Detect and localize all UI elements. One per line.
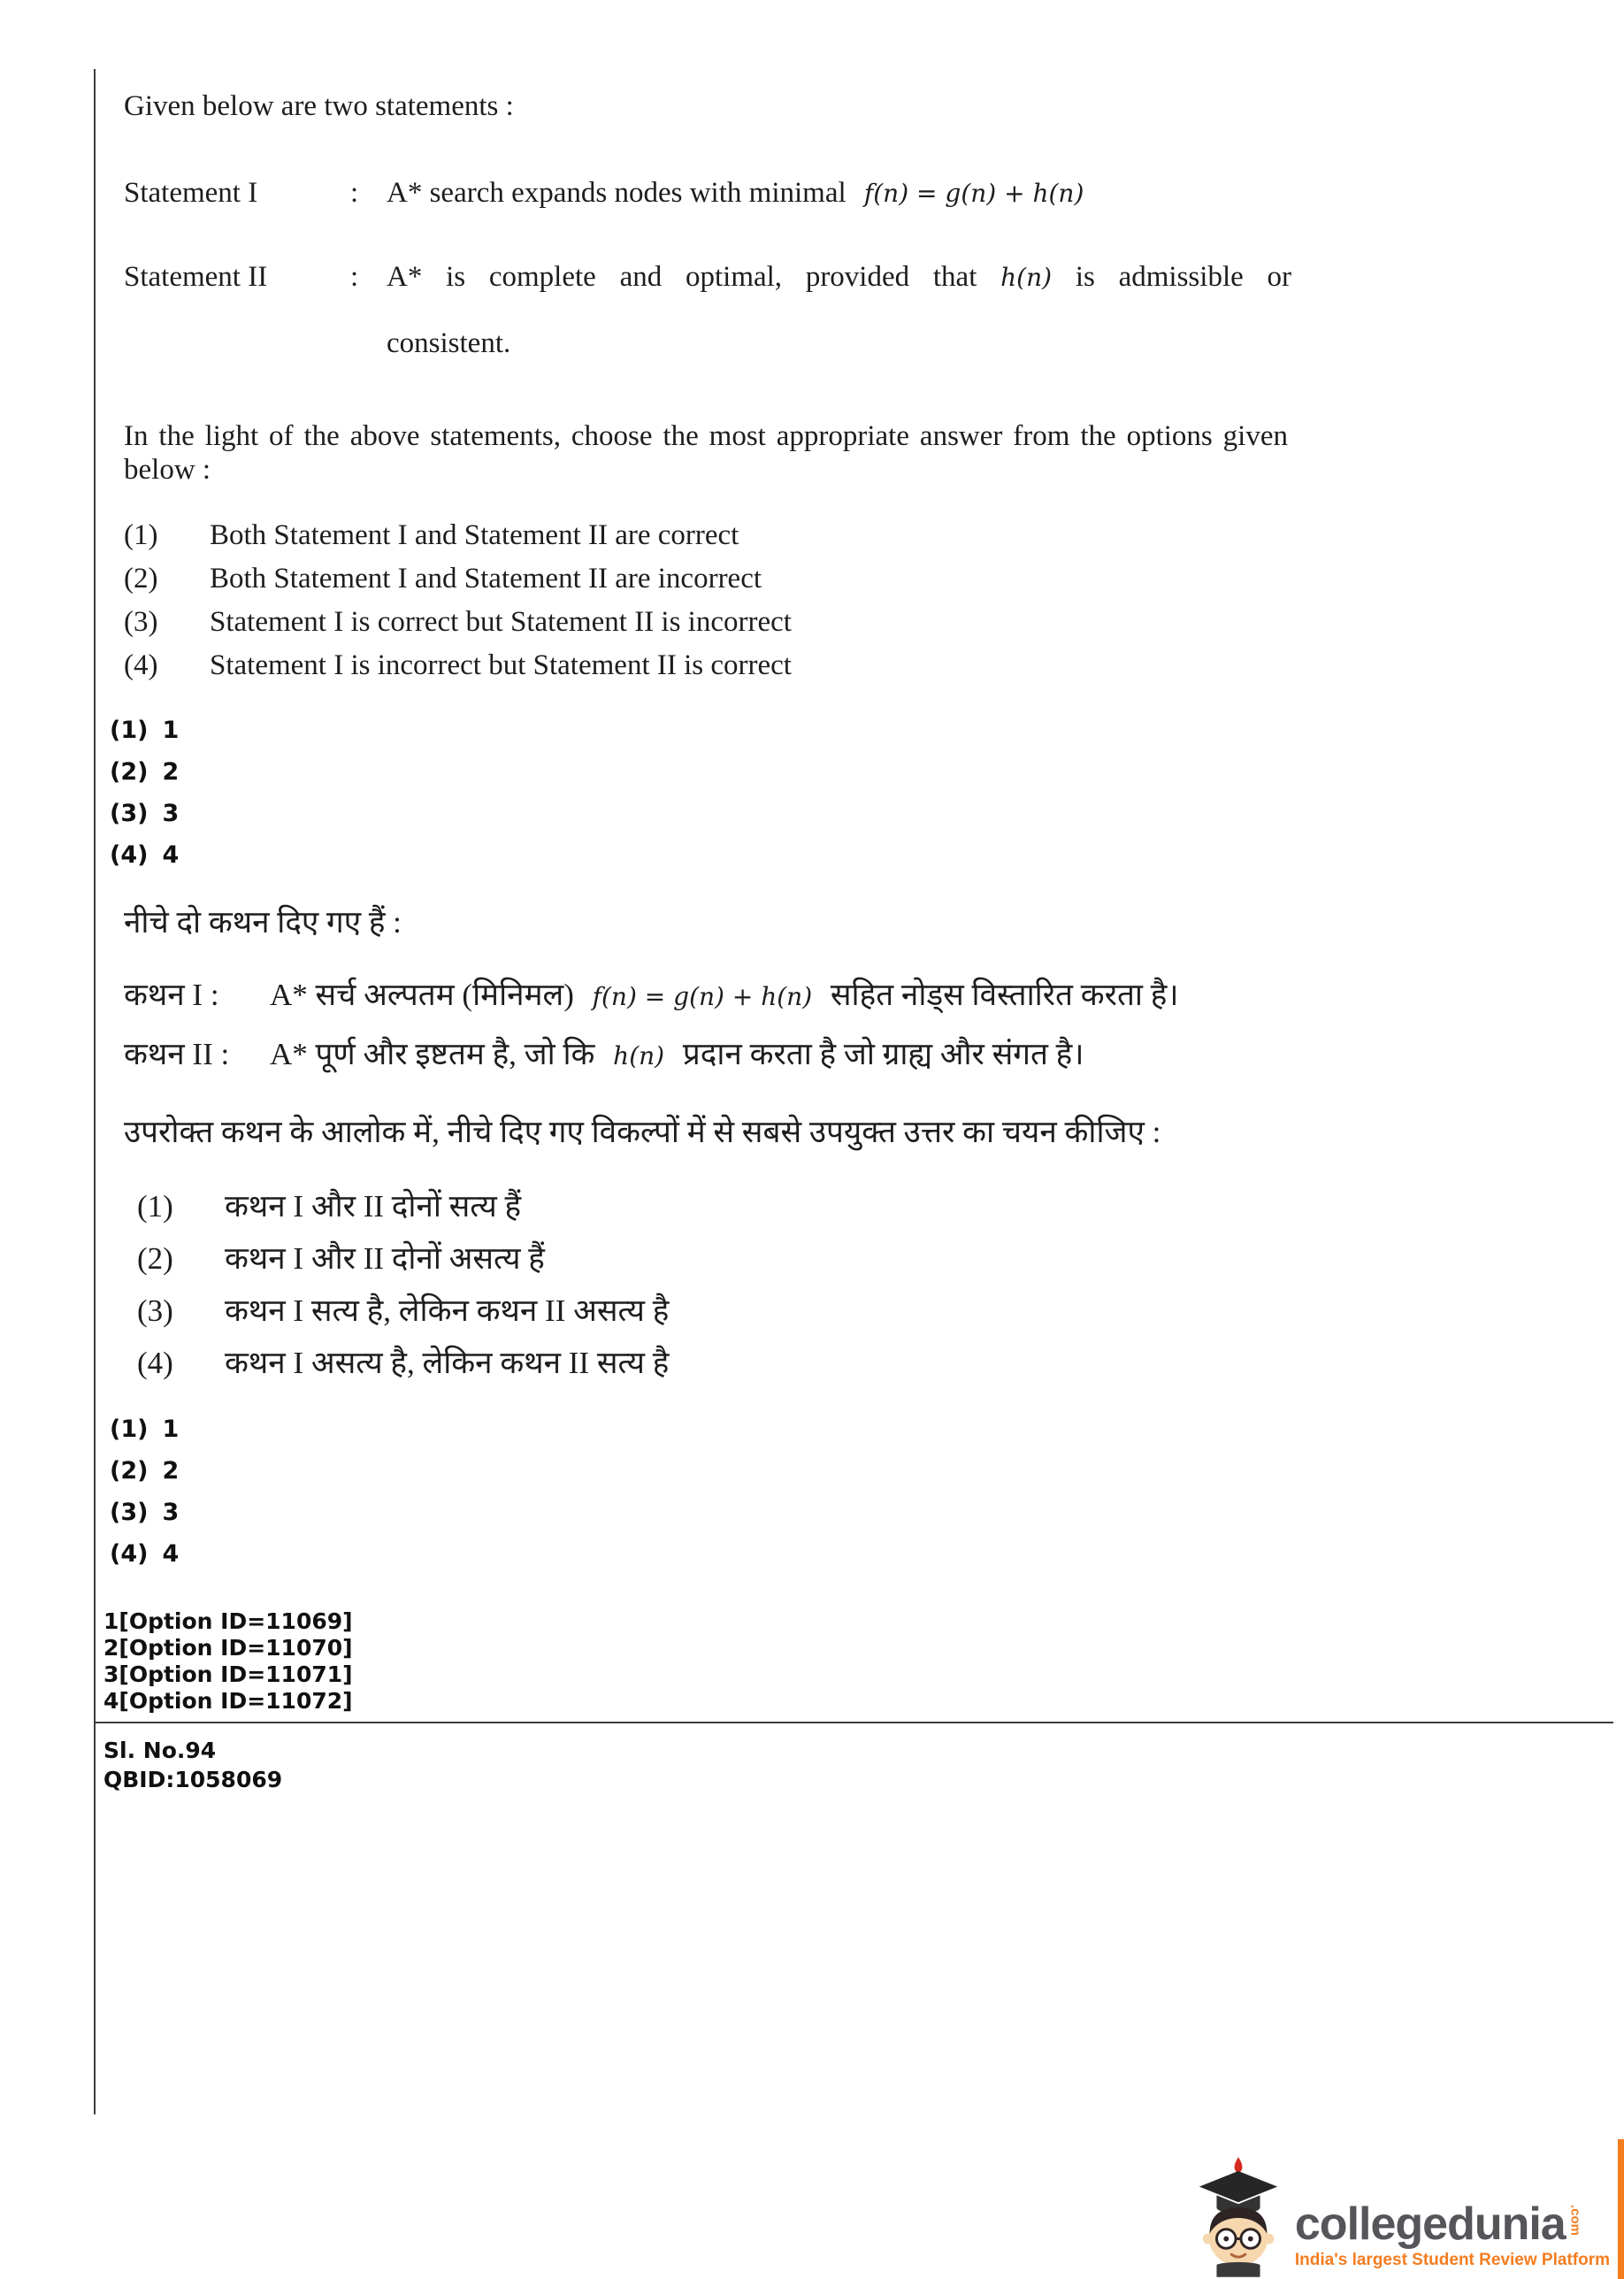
answer-key-row bbox=[110, 841, 179, 869]
statement-1-text-post-hi: सहित नोड्स विस्तारित करता है। bbox=[830, 978, 1179, 1012]
answer-key-en bbox=[110, 717, 179, 883]
answer-key-number: (1) bbox=[110, 717, 149, 744]
question-intro-hi: नीचे दो कथन दिए गए हैं : bbox=[124, 905, 402, 940]
option-text: कथन I और II दोनों असत्य हैं bbox=[225, 1241, 545, 1276]
options-hi bbox=[137, 1187, 669, 1396]
question-intro-en: Given below are two statements : bbox=[124, 90, 514, 122]
option-number: (3) bbox=[124, 606, 158, 638]
logo-text bbox=[1294, 2198, 1610, 2277]
statement-1-math-hi: f(n) = g(n) + h(n) bbox=[592, 982, 813, 1011]
option-text: कथन I सत्य है, लेकिन कथन II असत्य है bbox=[225, 1293, 670, 1328]
statement-2-row-hi bbox=[124, 1035, 1309, 1076]
answer-key-number: (3) bbox=[110, 1499, 149, 1526]
left-border-line bbox=[94, 69, 96, 2114]
statement-1-row bbox=[124, 175, 1291, 211]
question-prompt-en: In the light of the above statements, choose the most appropriate answer from the options given below : bbox=[124, 420, 1288, 486]
statement-2-label-hi: कथन II : bbox=[124, 1037, 230, 1071]
question-footer bbox=[103, 1736, 282, 1794]
statement-2-math-hi: h(n) bbox=[613, 1041, 665, 1070]
option-row bbox=[137, 1292, 669, 1331]
option-text: Statement I is incorrect but Statement II is correct bbox=[210, 649, 792, 681]
option-id: 2[Option ID=11070] bbox=[103, 1635, 353, 1661]
option-number: (4) bbox=[124, 649, 158, 681]
option-text: Statement I is correct but Statement II is incorrect bbox=[210, 606, 792, 638]
option-id: 1[Option ID=11069] bbox=[103, 1608, 353, 1634]
option-row bbox=[137, 1187, 669, 1226]
option-id: 4[Option ID=11072] bbox=[103, 1688, 353, 1714]
statement-2-line-2: consistent. bbox=[387, 327, 511, 359]
statement-1-row-hi bbox=[124, 976, 1309, 1017]
statement-2-math: h(n) bbox=[1000, 263, 1053, 292]
option-number: (1) bbox=[137, 1189, 173, 1224]
option-row bbox=[124, 519, 792, 551]
qbid: QBID:1058069 bbox=[103, 1767, 283, 1792]
answer-key-value: 3 bbox=[162, 1499, 180, 1526]
statement-1-text bbox=[387, 175, 1291, 211]
answer-key-value: 2 bbox=[162, 758, 180, 786]
option-text: Both Statement I and Statement II are incorrect bbox=[210, 563, 762, 595]
option-row bbox=[124, 649, 792, 681]
option-row bbox=[124, 563, 792, 595]
answer-key-number: (2) bbox=[110, 1457, 149, 1485]
answer-key-value: 4 bbox=[162, 841, 180, 869]
statement-2-text-post: is admissible or bbox=[1075, 261, 1292, 293]
statement-1-text-pre: A* search expands nodes with minimal bbox=[387, 177, 846, 209]
option-row bbox=[137, 1239, 669, 1278]
answer-key-number: (4) bbox=[110, 841, 149, 869]
option-row bbox=[137, 1344, 669, 1383]
brand-tagline: India's largest Student Review Platform bbox=[1294, 2251, 1610, 2269]
answer-key-hi bbox=[110, 1416, 179, 1582]
mascot-icon bbox=[1191, 2155, 1286, 2277]
statement-1-colon: : bbox=[350, 177, 359, 209]
statement-1-text-pre-hi: A* सर्च अल्पतम (मिनिमल) bbox=[270, 978, 574, 1012]
question-prompt-hi: उपरोक्त कथन के आलोक में, नीचे दिए गए विकल्पों में से सबसे उपयुक्त उत्तर का चयन कीजिए : bbox=[124, 1115, 1161, 1149]
answer-key-row bbox=[110, 1416, 179, 1443]
answer-key-row bbox=[110, 1540, 179, 1568]
option-number: (2) bbox=[124, 563, 158, 595]
statement-1-label: Statement I bbox=[124, 177, 258, 209]
statement-1-text-hi bbox=[270, 976, 1309, 1017]
option-ids bbox=[103, 1608, 353, 1715]
accent-bar bbox=[1618, 2139, 1624, 2279]
answer-key-row bbox=[110, 717, 179, 744]
brand-tld: .com bbox=[1567, 2205, 1583, 2237]
option-text: कथन I असत्य है, लेकिन कथन II सत्य है bbox=[225, 1346, 670, 1380]
option-text: कथन I और II दोनों सत्य हैं bbox=[225, 1189, 522, 1224]
option-number: (4) bbox=[137, 1346, 173, 1380]
collegedunia-logo[interactable] bbox=[1191, 2155, 1610, 2277]
option-number: (2) bbox=[137, 1241, 173, 1276]
statement-2-line-1 bbox=[387, 259, 1291, 295]
option-id: 3[Option ID=11071] bbox=[103, 1661, 353, 1687]
section-divider-line bbox=[94, 1722, 1613, 1723]
serial-number: Sl. No.94 bbox=[103, 1738, 217, 1763]
answer-key-number: (3) bbox=[110, 800, 149, 827]
option-number: (1) bbox=[124, 519, 158, 551]
statement-1-math: f(n) = g(n) + h(n) bbox=[863, 179, 1084, 208]
answer-key-row bbox=[110, 1499, 179, 1526]
statement-2-text-hi bbox=[270, 1035, 1309, 1076]
answer-key-value: 2 bbox=[162, 1457, 180, 1485]
brand-name: collegedunia bbox=[1294, 2198, 1566, 2250]
statement-2-colon: : bbox=[350, 261, 359, 293]
statement-2-row bbox=[124, 259, 1291, 361]
answer-key-value: 4 bbox=[162, 1540, 180, 1568]
statement-2-text-post-hi: प्रदान करता है जो ग्राह्य और संगत है। bbox=[682, 1037, 1084, 1071]
statement-2-text-pre: A* is complete and optimal, provided that bbox=[387, 261, 977, 293]
statement-1-label-hi: कथन I : bbox=[124, 978, 219, 1012]
answer-key-value: 3 bbox=[162, 800, 180, 827]
option-row bbox=[124, 606, 792, 638]
answer-key-number: (2) bbox=[110, 758, 149, 786]
answer-key-number: (1) bbox=[110, 1416, 149, 1443]
answer-key-row bbox=[110, 800, 179, 827]
answer-key-value: 1 bbox=[162, 1416, 180, 1443]
statement-2-label: Statement II bbox=[124, 261, 268, 293]
answer-key-number: (4) bbox=[110, 1540, 149, 1568]
answer-key-row bbox=[110, 758, 179, 786]
option-number: (3) bbox=[137, 1293, 173, 1328]
brand-row bbox=[1294, 2198, 1583, 2250]
options-en bbox=[124, 519, 792, 693]
statement-2-text bbox=[387, 259, 1291, 361]
answer-key-value: 1 bbox=[162, 717, 180, 744]
option-text: Both Statement I and Statement II are correct bbox=[210, 519, 739, 551]
answer-key-row bbox=[110, 1457, 179, 1485]
statement-2-text-pre-hi: A* पूर्ण और इष्टतम है, जो कि bbox=[270, 1037, 595, 1071]
